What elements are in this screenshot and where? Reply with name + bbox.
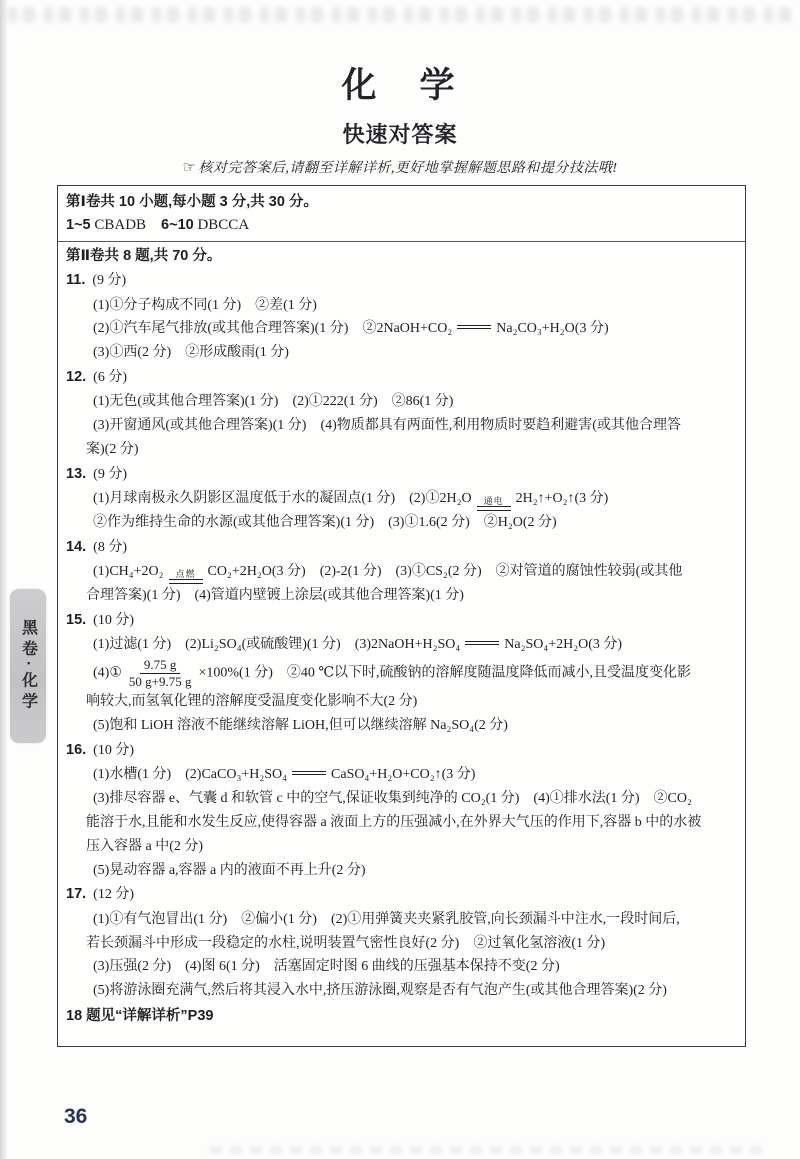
answer-line: (3)开窗通风(或其他合理答案)(1 分) (4)物质都具有两面性,利用物质时要趋利避害(或其他合理答 [93,418,681,434]
answer-line: (5)晃动容器 a,容器 a 内的液面不再上升(2 分) [93,862,366,878]
answer-items [66,268,737,1003]
question-score: (12 分) [93,887,134,903]
question-number: 12. [66,368,87,385]
question-score: (9 分) [93,466,127,482]
answer-item [66,365,737,462]
pointing-hand-icon: ☞ [182,160,197,176]
page-title: 化 学 [341,66,459,105]
fraction [125,657,196,690]
question-number: 11. [66,272,86,288]
fraction-denominator: 50 g+9.75 g [128,674,192,690]
answer-line: (1)水槽(1 分) (2)CaCO₃+H₂SO₄ CaSO₄+H₂O+CO₂↑(3 分) [93,767,476,783]
answer-line: (3)排尽容器 e、气囊 d 和软管 c 中的空气,保证收集到纯净的 CO₂(1 分) (4)①排水法(1 分) ②CO₂ [93,791,692,807]
bold-label: 1~5 [66,217,91,233]
part1-header: 第Ⅰ卷共 10 小题,每小题 3 分,共 30 分。 [66,194,318,210]
answer-line: (5)将游泳圈充满气,然后将其浸入水中,挤压游泳圈,观察是否有气泡产生(或其他合理答案)(2 分) [93,983,667,999]
double-equals [465,641,499,646]
question-header [66,268,737,294]
question-number: 14. [66,538,87,555]
answer-item [66,882,737,1003]
reaction-condition-equals [477,496,511,511]
answer-item [66,535,737,608]
answer-line: (3)①西(2 分) ②形成酸雨(1 分) [93,345,289,361]
question-score: (6 分) [93,369,127,385]
answer-item [66,268,737,365]
answer-line: (2)①汽车尾气排放(或其他合理答案)(1 分) ②2NaOH+CO₂ Na₂CO₃+H₂O(3 分) [93,321,609,337]
double-line [292,771,326,776]
answer-sheet [57,185,746,1047]
page-number: 36 [64,1105,88,1128]
double-line [465,641,499,646]
item-18-reference: 18 题见“详解详析”P39 [66,1008,214,1025]
reaction-condition-label: 通电 [483,496,504,507]
answer-line: (3)压强(2 分) (4)图 6(1 分) 活塞固定时图 6 曲线的压强基本保持不变(2 分) [93,959,560,975]
answer-line: (1)过滤(1 分) (2)Li₂SO₄(或硫酸锂)(1 分) (3)2NaOH+H₂SO₄ Na₂SO₄+2H₂O(3 分) [93,637,623,653]
answer-sheet-content [58,186,745,1029]
reaction-condition-equals [169,569,203,584]
answer-line: (1)月球南极永久阴影区温度低于水的凝固点(1 分) (2)①2H₂O 通电 2H₂↑+O₂↑(3 分) [66,487,737,511]
question-score: (10 分) [93,612,134,628]
answer-line: (5)饱和 LiOH 溶液不能继续溶解 LiOH,但可以继续溶解 Na₂SO₄(2 分) [93,718,508,734]
double-equals [292,771,326,776]
question-score: (10 分) [93,742,134,758]
question-score: (8 分) [93,539,127,555]
answer-item [66,462,737,535]
double-line [457,325,491,330]
question-number: 13. [66,465,87,482]
answer-line: 若长颈漏斗中形成一段稳定的水柱,说明装置气密性良好(2 分) ②过氧化氢溶液(1 分) [86,935,606,951]
answer-line: (1)CH₄+2O₂ 点燃 CO₂+2H₂O(3 分) (2)-2(1 分) (3)①CS₂(2 分) ②对管道的腐蚀性较弱(或其他 [66,560,737,584]
fraction-numerator: 9.75 g [140,657,181,674]
question-score: (9 分) [92,273,127,288]
answer-item [66,738,737,882]
part2-header: 第Ⅱ卷共 8 题,共 70 分。 [66,248,222,264]
question-number: 15. [66,611,87,628]
bold-label: 6~10 [161,217,194,233]
answer-item [66,608,737,738]
check-note [0,157,800,177]
question-number: 17. [66,886,87,903]
top-bleed-artifact [8,7,792,22]
question-header [66,535,737,561]
answer-line: 合理答案)(1 分) (4)管道内壁镀上涂层(或其他合理答案)(1 分) [86,588,464,604]
side-tab [10,589,46,743]
question-header [66,738,737,764]
answer-line: (4)① $\frac{9.75 g}{50 g+9.75 g}$ ×100%(1 分) ②40 ℃以下时,硫酸钠的溶解度随温度降低而减小,且受温度变化影 [93,657,692,690]
answer-line: 压入容器 a 中(2 分) [86,838,204,854]
answer-line: 响较大,而氢氧化锂的溶解度受温度变化影响不大(2 分) [86,694,418,710]
answer-line: (1)无色(或其他合理答案)(1 分) (2)①222(1 分) ②86(1 分) [93,394,454,410]
side-tab-label: 黑卷·化学 [19,618,37,714]
answer-line: 案)(2 分) [86,441,139,457]
page-subtitle: 快速对答案 [342,122,458,147]
check-note-text: 核对完答案后,请翻至详解详析,更好地掌握解题思路和提分技法哦! [198,161,618,176]
question-header [66,462,737,488]
answer-line: ②作为维持生命的水源(或其他合理答案)(1 分) (3)①1.6(2 分) ②H₂O(2 分) [93,515,557,531]
question-number: 16. [66,741,87,758]
question-header [66,882,737,908]
section-divider [58,241,745,242]
bottom-bleed-artifact [210,1146,770,1154]
reaction-condition-label: 点燃 [175,569,196,580]
question-header [66,608,737,634]
double-equals [457,325,491,330]
answer-line: (1)①有气泡冒出(1 分) ②偏小(1 分) (2)①用弹簧夹夹紧乳胶管,向长颈漏斗中注水,一段时间后, [93,911,680,927]
part1-answers: 1~5 CBADB 6~10 DBCCA [66,217,250,233]
answer-line: (1)①分子构成不同(1 分) ②差(1 分) [93,297,317,313]
answer-line: 能溶于水,且能和水发生反应,使得容器 a 液面上方的压强减小,在外界大气压的作用下,容器 b 中的水被 [86,814,702,830]
question-header [66,365,737,391]
